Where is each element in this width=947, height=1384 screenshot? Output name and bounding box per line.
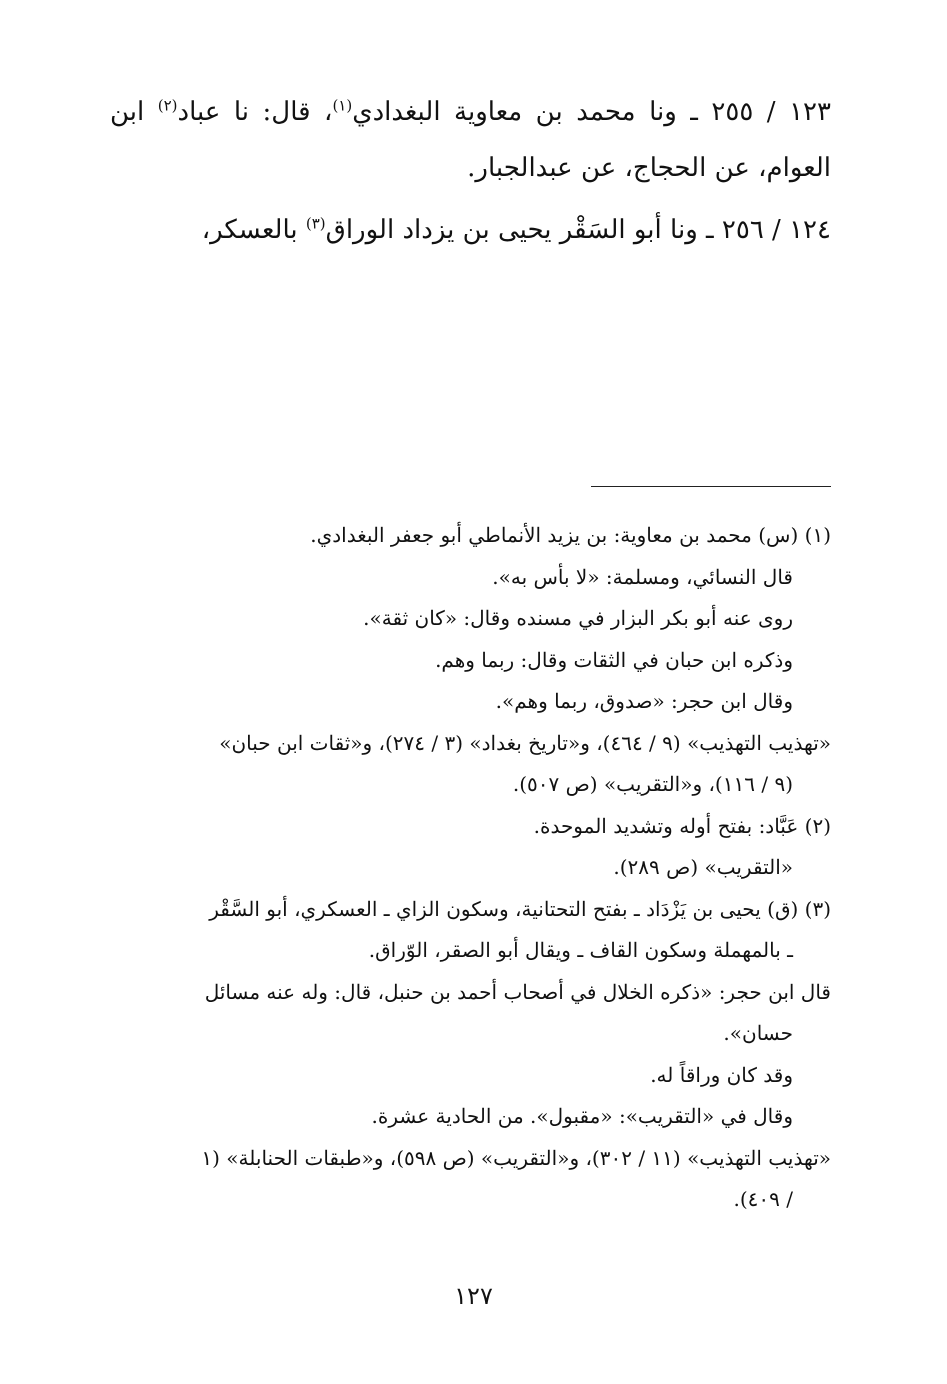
footnote-line: (٩ / ١١٦)، و«التقريب» (ص ٥٠٧).	[512, 772, 793, 796]
hadith-123	[110, 84, 831, 196]
footnote-reference: (٢)	[157, 96, 178, 115]
footnote-line: قال النسائي، ومسلمة: «لا بأس به».	[492, 564, 793, 589]
footnote-line: / ٤٠٩).	[733, 1187, 793, 1211]
page-number: ١٢٧	[454, 1282, 493, 1310]
footnote-line: وقال في «التقريب»: «مقبول». من الحادية عشرة.	[371, 1104, 793, 1128]
footnote-line: حسان».	[723, 1021, 793, 1045]
hadith-text-part: بالعسكر،	[201, 215, 306, 245]
footnotes	[112, 515, 831, 1221]
footnote-line: ـ بالمهملة وسكون القاف ـ ويقال أبو الصقر، الوّراق.	[368, 938, 793, 962]
footnote-line: «تهذيب التهذيب» (١١ / ٣٠٢)، و«التقريب» (ص ٥٩٨)، و«طبقات الحنابلة» (١	[201, 1145, 831, 1170]
footnote-2	[112, 806, 831, 889]
hadith-text-part: ١٢٣ / ٢٥٥ ـ ونا محمد بن معاوية البغدادي	[352, 97, 831, 127]
footnote-3	[112, 889, 831, 1221]
hadith-text-part: ابن العوام، عن الحجاج، عن عبدالجبار.	[110, 97, 831, 183]
footnote-line: روى عنه أبو بكر البزار في مسنده وقال: «كان ثقة».	[363, 606, 793, 630]
footnote-line: (٣) (ق) يحيى بن يَزْدَاد ـ بفتح التحتانية، وسكون الزاي ـ العسكري، أبو السَّقْر	[209, 896, 831, 921]
footnote-line: (٢) عَبَّاد: بفتح أوله وتشديد الموحدة.	[533, 813, 831, 838]
footnote-reference: (٣)	[305, 214, 326, 233]
footnote-line: وقال ابن حجر: «صدوق، ربما وهم».	[495, 689, 793, 713]
hadith-text-part: ، قال: نا عباد	[177, 97, 333, 127]
hadith-124	[110, 202, 831, 258]
footnote-line: «تهذيب التهذيب» (٩ / ٤٦٤)، و«تاريخ بغداد» (٣ / ٢٧٤)، و«ثقات ابن حبان»	[219, 730, 831, 755]
main-text	[110, 84, 831, 264]
footnote-line: قال ابن حجر: «ذكره الخلال في أصحاب أحمد بن حنبل، قال: وله عنه مسائل	[204, 979, 831, 1004]
footnote-separator	[591, 486, 831, 487]
footnote-line: وقد كان وراقاً له.	[650, 1062, 793, 1087]
footnote-1	[112, 515, 831, 806]
footnote-reference: (١)	[332, 96, 353, 115]
hadith-text-part: ١٢٤ / ٢٥٦ ـ ونا أبو السَقْر يحيى بن يزداد الوراق	[325, 215, 831, 245]
footnote-line: «التقريب» (ص ٢٨٩).	[613, 855, 793, 879]
footnote-line: (١) (س) محمد بن معاوية: بن يزيد الأنماطي أبو جعفر البغدادي.	[310, 523, 831, 547]
footnote-line: وذكره ابن حبان في الثقات وقال: ربما وهم.	[435, 647, 793, 672]
